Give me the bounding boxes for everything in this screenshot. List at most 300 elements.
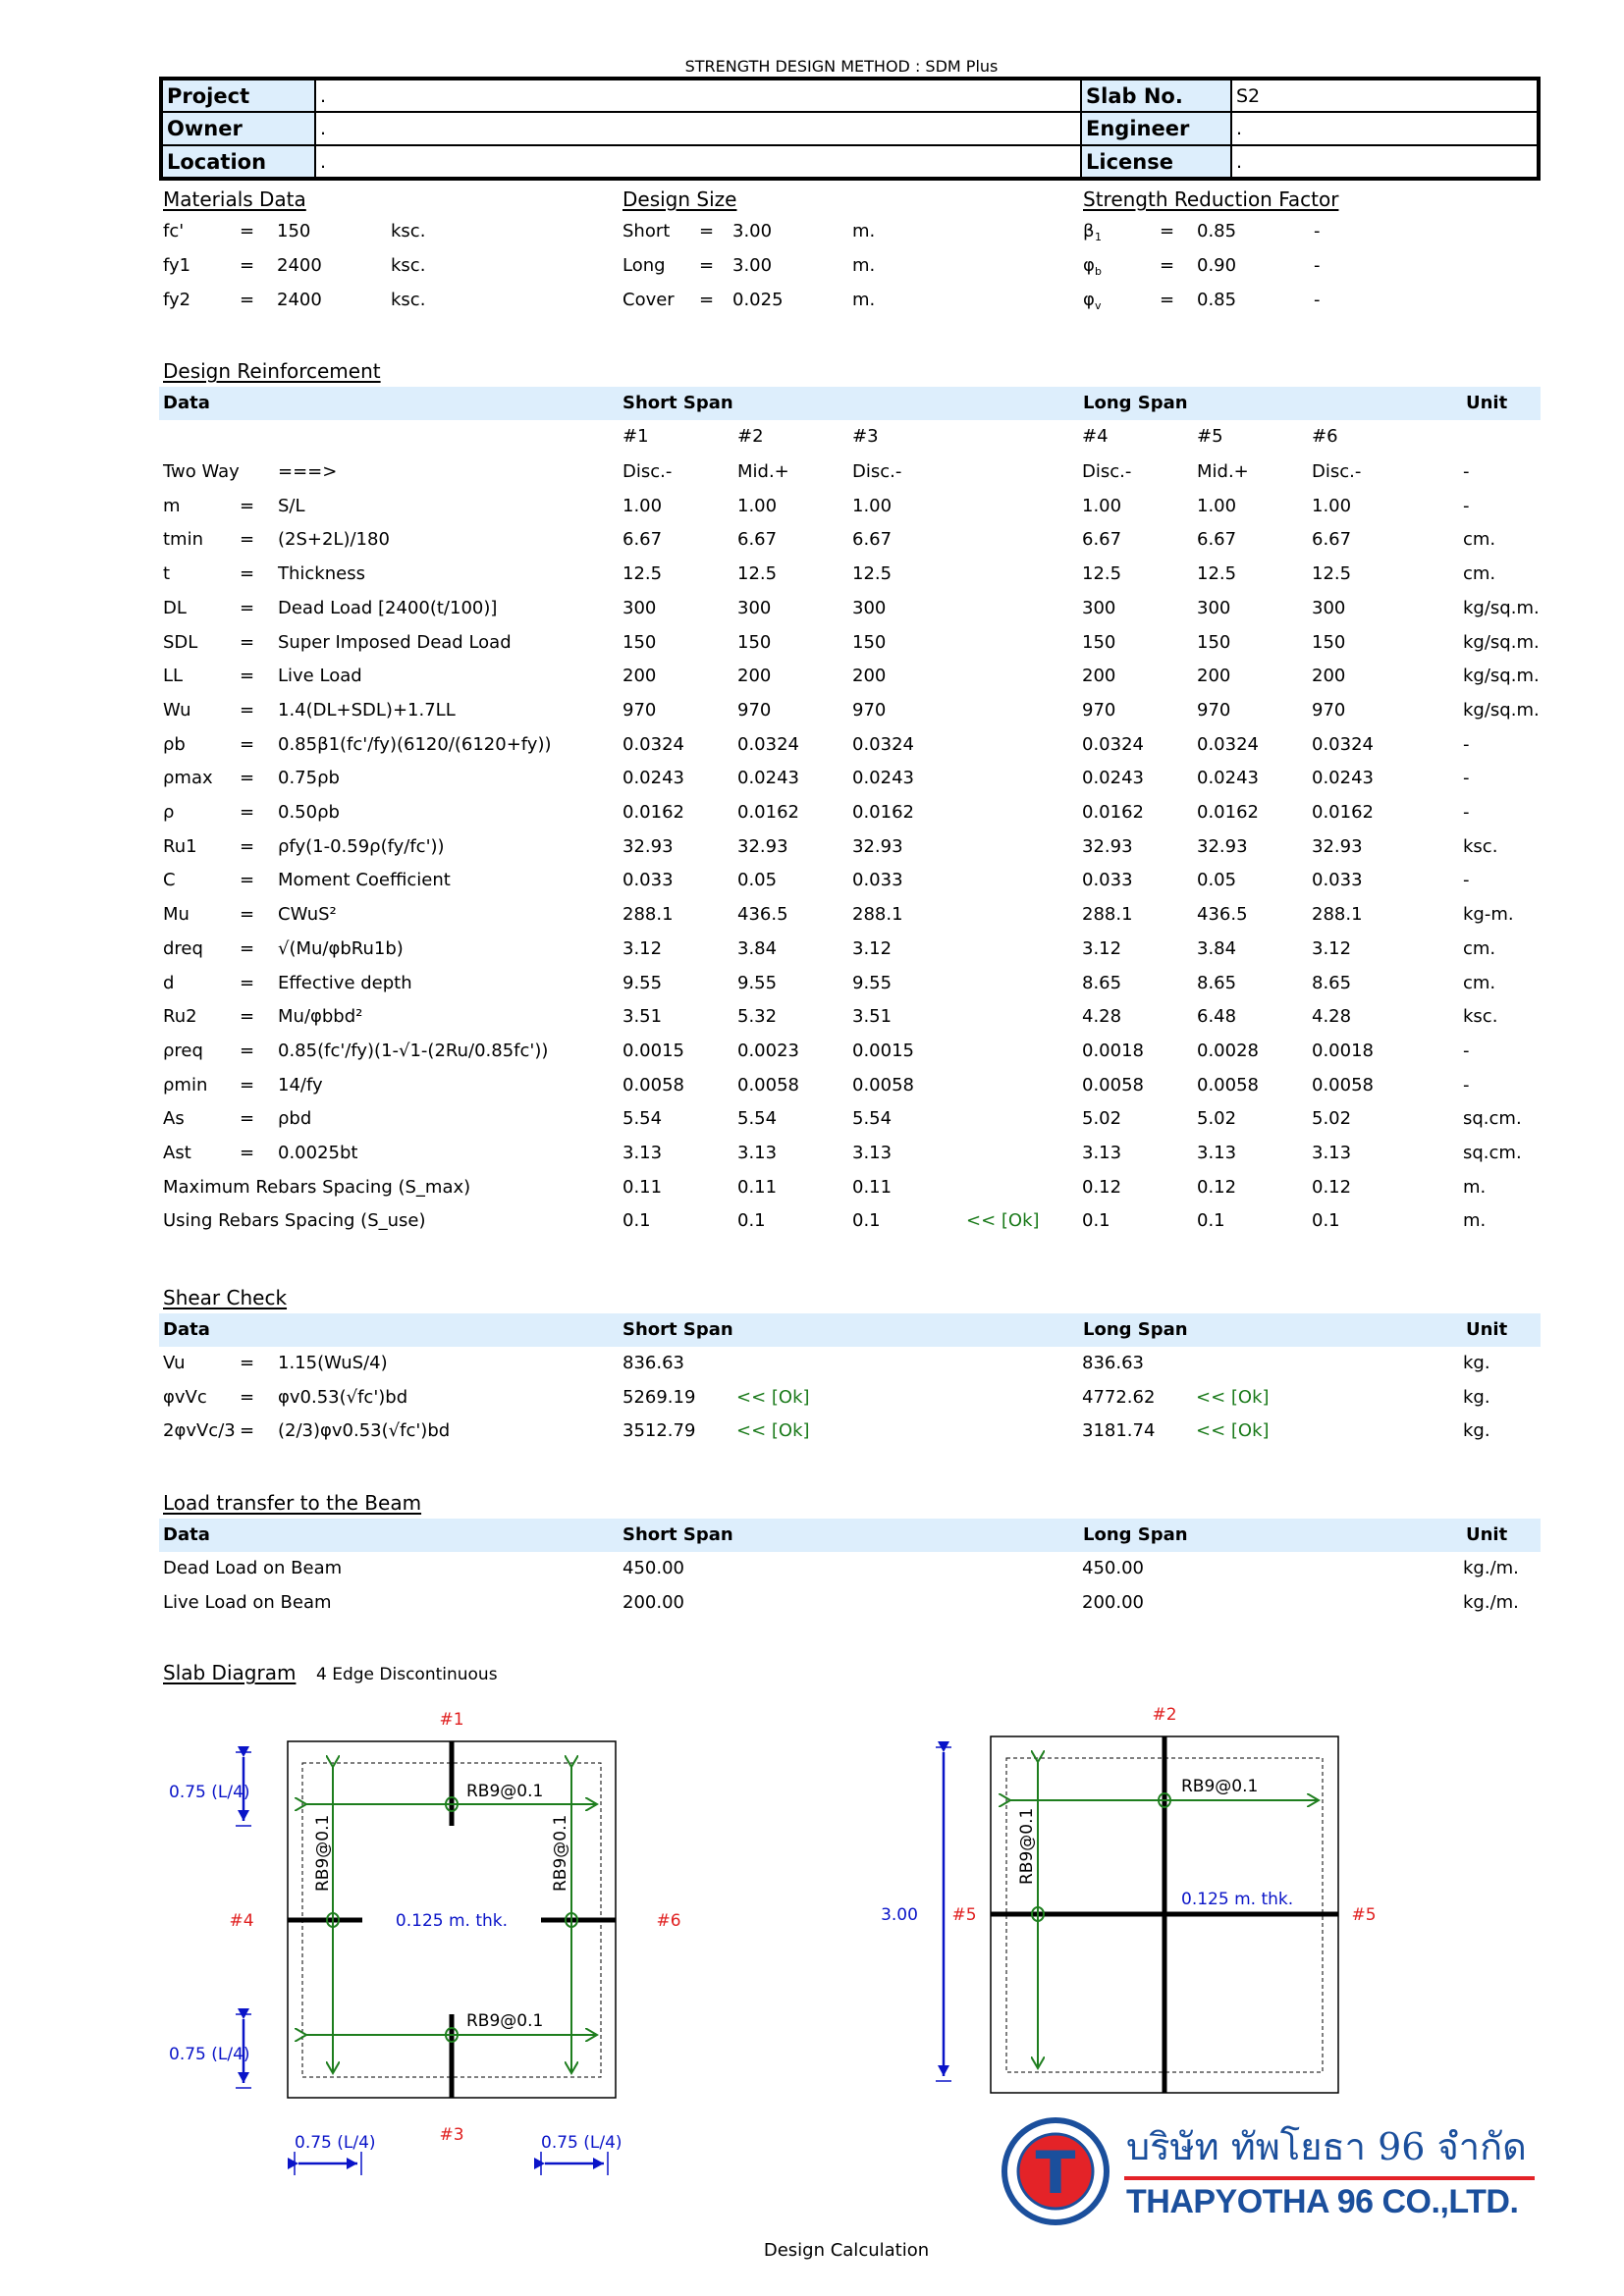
row-value: 0.1 — [1082, 1210, 1110, 1232]
row-equals: = — [240, 1040, 255, 1061]
row-value: 3.13 — [1312, 1143, 1352, 1163]
row-value: 32.93 — [852, 835, 903, 857]
row-value: 0.0162 — [623, 802, 684, 823]
document-title: STRENGTH DESIGN METHOD : SDM Plus — [684, 57, 999, 76]
row-equals: = — [240, 1420, 255, 1441]
param-equals: = — [699, 290, 715, 310]
row-symbol: Ast — [163, 1143, 191, 1163]
param-value[interactable]: 3.00 — [732, 255, 773, 276]
row-value: 150 — [1197, 631, 1231, 653]
dim-label-top: 0.75 (L/4) — [169, 1783, 250, 1802]
long-ok-status: << [Ok] — [1196, 1420, 1270, 1441]
right-slab-diagram — [881, 1705, 1376, 2093]
row-value: 0.1 — [1312, 1210, 1340, 1232]
param-value[interactable]: 0.85 — [1197, 290, 1237, 310]
row-description: Super Imposed Dead Load — [278, 631, 512, 653]
mark-2: #2 — [1152, 1705, 1177, 1725]
row-symbol: ρmax — [163, 768, 213, 789]
logo-letter: T — [1035, 2139, 1076, 2208]
param-value[interactable]: 2400 — [277, 290, 322, 310]
row-value: 4.28 — [1312, 1006, 1352, 1028]
row-unit: cm. — [1463, 937, 1496, 959]
row-description: Mu/φbbd² — [278, 1006, 363, 1028]
row-equals: = — [240, 597, 255, 618]
param-value[interactable]: 150 — [277, 221, 311, 241]
row-value: 6.67 — [1082, 529, 1122, 551]
row-value: 288.1 — [1082, 904, 1133, 926]
row-value: 0.0243 — [1082, 768, 1144, 789]
row-unit: cm. — [1463, 563, 1496, 585]
row-unit: kg./m. — [1463, 1558, 1519, 1578]
row-value: 970 — [1197, 699, 1231, 721]
row-value: 0.0162 — [1197, 802, 1259, 823]
header-short-span: Short Span — [623, 1524, 733, 1545]
row-value: 0.0324 — [1082, 733, 1144, 755]
diagram-subtitle: 4 Edge Discontinuous — [316, 1665, 498, 1684]
row-description: ρfy(1-0.59ρ(fy/fc')) — [278, 835, 445, 857]
row-value: 436.5 — [737, 904, 788, 926]
long-span-value: 836.63 — [1082, 1353, 1144, 1373]
header-unit: Unit — [1466, 1524, 1508, 1545]
materials-title: Materials Data — [163, 187, 306, 211]
row-value: 150 — [1312, 631, 1346, 653]
location-label: Location — [161, 145, 315, 179]
long-ok-status: << [Ok] — [1196, 1386, 1270, 1408]
row-symbol: Two Way — [163, 461, 240, 482]
row-value: 200 — [1312, 666, 1346, 687]
row-value: 5.54 — [623, 1108, 663, 1130]
row-description: Thickness — [278, 563, 365, 585]
param-unit: ksc. — [391, 221, 426, 241]
row-description: 1.15(WuS/4) — [278, 1353, 388, 1373]
param-symbol: Cover — [623, 290, 675, 310]
row-description: CWuS² — [278, 904, 337, 926]
row-value: 0.12 — [1312, 1176, 1352, 1198]
row-value: Mid.+ — [737, 461, 789, 482]
param-equals: = — [699, 255, 715, 276]
row-value: 0.05 — [1197, 870, 1237, 891]
engineer-label: Engineer — [1081, 112, 1231, 145]
dim-label-bottom: 0.75 (L/4) — [169, 2045, 250, 2064]
row-value: Mid.+ — [1197, 461, 1249, 482]
row-value: 0.11 — [623, 1176, 663, 1198]
row-symbol: LL — [163, 666, 184, 687]
row-value: 150 — [852, 631, 887, 653]
row-value: 8.65 — [1197, 972, 1237, 993]
row-value: 150 — [1082, 631, 1116, 653]
row-description: (2S+2L)/180 — [278, 529, 390, 551]
diagram-title: Slab Diagram — [163, 1661, 297, 1684]
row-unit: cm. — [1463, 972, 1496, 993]
row-value: 8.65 — [1312, 972, 1352, 993]
row-value: 4.28 — [1082, 1006, 1122, 1028]
row-symbol: ρmin — [163, 1074, 208, 1095]
row-value: 970 — [1312, 699, 1346, 721]
header-long-span: Long Span — [1083, 1319, 1188, 1340]
row-equals: = — [240, 1353, 255, 1373]
short-ok-status: << [Ok] — [736, 1386, 810, 1408]
row-equals: = — [240, 904, 255, 926]
footer-label: Design Calculation — [763, 2240, 930, 2261]
row-unit: - — [1463, 1040, 1470, 1061]
row-value: 8.65 — [1082, 972, 1122, 993]
row-value: 0.0243 — [852, 768, 914, 789]
short-span-value: 450.00 — [623, 1558, 684, 1578]
row-equals: = — [240, 802, 255, 823]
row-value: 0.0324 — [1197, 733, 1259, 755]
short-ok-status: << [Ok] — [736, 1420, 810, 1441]
row-value: 0.0162 — [852, 802, 914, 823]
thickness-label: 0.125 m. thk. — [395, 1911, 509, 1931]
param-subscript: b — [1095, 265, 1102, 278]
row-value: 970 — [1082, 699, 1116, 721]
param-unit: ksc. — [391, 290, 426, 310]
row-value: 0.0058 — [1082, 1074, 1144, 1095]
row-value: 0.0162 — [737, 802, 799, 823]
row-description: 0.85β1(fc'/fy)(6120/(6120+fy)) — [278, 733, 552, 755]
ok-status: << [Ok] — [966, 1210, 1040, 1232]
row-unit: sq.cm. — [1463, 1108, 1522, 1130]
column-number: #4 — [1082, 426, 1109, 447]
row-equals: = — [240, 768, 255, 789]
rebar-label-top: RB9@0.1 — [466, 1782, 544, 1801]
param-symbol: Short — [623, 221, 671, 241]
row-value: 1.00 — [623, 495, 663, 516]
row-symbol: Mu — [163, 904, 189, 926]
row-value: 1.00 — [1197, 495, 1237, 516]
logo-english-name: THAPYOTHA 96 CO.,LTD. — [1126, 2183, 1519, 2220]
row-symbol: Using Rebars Spacing (S_use) — [163, 1210, 426, 1232]
row-symbol: 2φvVc/3 — [163, 1420, 236, 1441]
param-equals: = — [1160, 290, 1175, 310]
param-symbol: fy2 — [163, 290, 191, 310]
param-unit: ksc. — [391, 255, 426, 276]
row-value: Disc.- — [623, 461, 673, 482]
row-value: Disc.- — [1082, 461, 1132, 482]
row-value: 0.033 — [1082, 870, 1133, 891]
row-value: 288.1 — [1312, 904, 1363, 926]
row-unit: - — [1463, 1074, 1470, 1095]
row-value: 0.0023 — [737, 1040, 799, 1061]
row-unit: kg/sq.m. — [1463, 631, 1540, 653]
row-equals: = — [240, 835, 255, 857]
row-unit: sq.cm. — [1463, 1143, 1522, 1163]
row-value: 0.033 — [852, 870, 903, 891]
row-value: 5.02 — [1197, 1108, 1237, 1130]
row-value: 0.0018 — [1312, 1040, 1374, 1061]
row-value: 6.67 — [1197, 529, 1237, 551]
row-value: 3.12 — [1082, 937, 1122, 959]
row-unit: - — [1463, 495, 1470, 516]
row-value: 3.13 — [1082, 1143, 1122, 1163]
row-equals: = — [240, 733, 255, 755]
dim-label-bottom-right: 0.75 (L/4) — [541, 2133, 623, 2153]
slab-no-value[interactable]: S2 — [1231, 79, 1539, 112]
row-value: 970 — [852, 699, 887, 721]
param-symbol: fc' — [163, 221, 185, 241]
row-value: 5.02 — [1312, 1108, 1352, 1130]
row-symbol: Ru2 — [163, 1006, 197, 1028]
row-label: Live Load on Beam — [163, 1592, 332, 1613]
row-description: Dead Load [2400(t/100)] — [278, 597, 498, 618]
row-equals: = — [240, 972, 255, 993]
row-value: 0.0058 — [1197, 1074, 1259, 1095]
row-equals: = — [240, 529, 255, 551]
short-span-value: 836.63 — [623, 1353, 684, 1373]
row-value: 300 — [852, 597, 887, 618]
row-description: ρbd — [278, 1108, 312, 1130]
license-value[interactable]: . — [1231, 145, 1539, 179]
row-value: 1.00 — [737, 495, 778, 516]
row-value: 6.67 — [737, 529, 778, 551]
row-value: 3.84 — [1197, 937, 1237, 959]
row-value: 0.0243 — [1197, 768, 1259, 789]
row-equals: = — [240, 1108, 255, 1130]
row-value: 6.67 — [623, 529, 663, 551]
row-label: Dead Load on Beam — [163, 1558, 343, 1578]
row-value: 3.12 — [852, 937, 893, 959]
rebar-label-vertical: RB9@0.1 — [1017, 1807, 1037, 1885]
row-value: 5.02 — [1082, 1108, 1122, 1130]
row-value: 0.033 — [623, 870, 674, 891]
param-symbol: fy1 — [163, 255, 191, 276]
row-value: 0.033 — [1312, 870, 1363, 891]
row-description: 1.4(DL+SDL)+1.7LL — [278, 699, 456, 721]
load-transfer-title: Load transfer to the Beam — [163, 1491, 422, 1515]
thickness-label: 0.125 m. thk. — [1181, 1890, 1294, 1909]
row-value: 300 — [1082, 597, 1116, 618]
rebar-label-left: RB9@0.1 — [313, 1814, 333, 1892]
row-value: 200 — [1197, 666, 1231, 687]
row-symbol: φvVc — [163, 1386, 207, 1408]
row-symbol: tmin — [163, 529, 204, 551]
param-unit: - — [1314, 221, 1321, 241]
row-equals: = — [240, 870, 255, 891]
param-value[interactable]: 0.90 — [1197, 255, 1237, 276]
owner-label: Owner — [161, 112, 315, 145]
row-value: 3.84 — [737, 937, 778, 959]
row-value: 5.32 — [737, 1006, 778, 1028]
row-value: 3.13 — [737, 1143, 778, 1163]
row-value: 0.0324 — [852, 733, 914, 755]
mark-1: #1 — [439, 1710, 464, 1730]
row-value: 288.1 — [852, 904, 903, 926]
column-number: #2 — [737, 426, 764, 447]
row-value: 32.93 — [623, 835, 674, 857]
row-value: 0.0028 — [1197, 1040, 1259, 1061]
row-description: 0.85(fc'/fy)(1-√1-(2Ru/0.85fc')) — [278, 1040, 549, 1061]
row-value: 0.12 — [1082, 1176, 1122, 1198]
row-equals: = — [240, 1386, 255, 1408]
row-unit: kg/sq.m. — [1463, 699, 1540, 721]
short-span-value: 5269.19 — [623, 1386, 696, 1408]
design-size-title: Design Size — [623, 187, 737, 211]
row-value: 970 — [623, 699, 657, 721]
short-span-value: 200.00 — [623, 1592, 684, 1613]
row-symbol: SDL — [163, 631, 198, 653]
row-value: 0.1 — [852, 1210, 881, 1232]
param-value[interactable]: 0.85 — [1197, 221, 1237, 241]
row-value: 200 — [1082, 666, 1116, 687]
header-unit: Unit — [1466, 393, 1508, 413]
row-symbol: t — [163, 563, 171, 585]
row-value: 0.0324 — [623, 733, 684, 755]
row-equals: = — [240, 937, 255, 959]
row-description: √(Mu/φbRu1b) — [278, 937, 404, 959]
row-equals: = — [240, 495, 255, 516]
row-value: 12.5 — [1082, 563, 1122, 585]
param-value[interactable]: 2400 — [277, 255, 322, 276]
row-unit: ksc. — [1463, 835, 1498, 857]
header-data: Data — [163, 1319, 210, 1340]
row-symbol: As — [163, 1108, 185, 1130]
row-value: 5.54 — [852, 1108, 893, 1130]
row-unit: kg-m. — [1463, 904, 1514, 926]
row-equals: = — [240, 1143, 255, 1163]
param-symbol: φ — [1083, 255, 1095, 276]
row-value: 6.67 — [852, 529, 893, 551]
row-description: φv0.53(√fc')bd — [278, 1386, 408, 1408]
row-symbol: dreq — [163, 937, 203, 959]
param-symbol: φ — [1083, 290, 1095, 310]
row-description: 0.0025bt — [278, 1143, 358, 1163]
row-value: 0.0243 — [1312, 768, 1374, 789]
row-value: 0.1 — [1197, 1210, 1225, 1232]
row-equals: = — [240, 1074, 255, 1095]
row-value: 0.0243 — [623, 768, 684, 789]
row-value: 0.0324 — [1312, 733, 1374, 755]
param-equals: = — [1160, 221, 1175, 241]
column-number: #6 — [1312, 426, 1338, 447]
row-equals: = — [240, 1006, 255, 1028]
row-equals: = — [240, 631, 255, 653]
rebar-label-right: RB9@0.1 — [551, 1814, 570, 1892]
row-equals: = — [240, 563, 255, 585]
row-unit: kg/sq.m. — [1463, 666, 1540, 687]
row-symbol: ρreq — [163, 1040, 203, 1061]
row-unit: - — [1463, 802, 1470, 823]
project-value[interactable]: . — [315, 79, 1081, 112]
row-value: 9.55 — [623, 972, 663, 993]
param-value[interactable]: 0.025 — [732, 290, 784, 310]
column-number: #1 — [623, 426, 649, 447]
row-value: Disc.- — [1312, 461, 1362, 482]
header-data: Data — [163, 393, 210, 413]
header-short-span: Short Span — [623, 393, 733, 413]
row-value: 5.54 — [737, 1108, 778, 1130]
row-value: 0.0058 — [852, 1074, 914, 1095]
row-unit: m. — [1463, 1176, 1487, 1198]
row-symbol: Vu — [163, 1353, 186, 1373]
row-value: 150 — [737, 631, 772, 653]
mark-4: #4 — [229, 1911, 254, 1931]
row-value: 436.5 — [1197, 904, 1248, 926]
engineer-value[interactable]: . — [1231, 112, 1539, 145]
row-description: 14/fy — [278, 1074, 323, 1095]
reinforcement-title: Design Reinforcement — [163, 359, 381, 383]
param-equals: = — [1160, 255, 1175, 276]
row-value: 0.0058 — [1312, 1074, 1374, 1095]
row-value: 970 — [737, 699, 772, 721]
row-value: 0.0162 — [1082, 802, 1144, 823]
row-value: 32.93 — [1312, 835, 1363, 857]
header-unit: Unit — [1466, 1319, 1508, 1340]
row-value: 3.13 — [1197, 1143, 1237, 1163]
shear-title: Shear Check — [163, 1286, 288, 1309]
short-span-value: 3512.79 — [623, 1420, 696, 1441]
location-value[interactable]: . — [315, 145, 1081, 179]
row-description: Live Load — [278, 666, 362, 687]
param-equals: = — [240, 255, 255, 276]
row-value: 0.0324 — [737, 733, 799, 755]
row-unit: - — [1463, 870, 1470, 891]
row-value: 12.5 — [737, 563, 778, 585]
long-span-value: 200.00 — [1082, 1592, 1144, 1613]
param-subscript: 1 — [1095, 231, 1102, 243]
row-value: 3.13 — [852, 1143, 893, 1163]
row-value: 0.0162 — [1312, 802, 1374, 823]
row-value: 200 — [852, 666, 887, 687]
header-long-span: Long Span — [1083, 393, 1188, 413]
mark-5-left: #5 — [951, 1905, 977, 1925]
param-symbol: Long — [623, 255, 666, 276]
row-value: 6.48 — [1197, 1006, 1237, 1028]
row-description: Moment Coefficient — [278, 870, 451, 891]
row-value: 0.05 — [737, 870, 778, 891]
left-slab-diagram — [169, 1710, 681, 2175]
row-unit: kg. — [1463, 1386, 1490, 1408]
row-value: 3.51 — [623, 1006, 663, 1028]
slab-no-label: Slab No. — [1081, 79, 1231, 112]
owner-value[interactable]: . — [315, 112, 1081, 145]
row-value: 12.5 — [852, 563, 893, 585]
param-subscript: v — [1095, 299, 1102, 312]
long-span-value: 3181.74 — [1082, 1420, 1156, 1441]
row-description: S/L — [278, 495, 305, 516]
column-number: #3 — [852, 426, 879, 447]
row-value: 1.00 — [852, 495, 893, 516]
param-unit: m. — [852, 290, 876, 310]
param-unit: - — [1314, 290, 1321, 310]
rebar-label-bottom: RB9@0.1 — [466, 2011, 544, 2031]
long-span-value: 4772.62 — [1082, 1386, 1156, 1408]
param-value[interactable]: 3.00 — [732, 221, 773, 241]
row-value: 0.0018 — [1082, 1040, 1144, 1061]
row-description: 0.75ρb — [278, 768, 340, 789]
row-symbol: Wu — [163, 699, 191, 721]
header-short-span: Short Span — [623, 1319, 733, 1340]
mark-6: #6 — [656, 1911, 681, 1931]
param-equals: = — [699, 221, 715, 241]
param-equals: = — [240, 290, 255, 310]
row-description: ===> — [278, 461, 338, 482]
row-description: 0.50ρb — [278, 802, 340, 823]
param-unit: m. — [852, 221, 876, 241]
row-value: 300 — [1312, 597, 1346, 618]
row-unit: m. — [1463, 1210, 1487, 1232]
row-unit: - — [1463, 733, 1470, 755]
row-equals: = — [240, 666, 255, 687]
row-value: 0.0058 — [737, 1074, 799, 1095]
dim-label-span: 3.00 — [881, 1905, 918, 1925]
company-logo — [997, 2112, 1546, 2230]
row-unit: - — [1463, 768, 1470, 789]
row-value: 9.55 — [737, 972, 778, 993]
row-unit: kg. — [1463, 1420, 1490, 1441]
row-value: 288.1 — [623, 904, 674, 926]
row-symbol: m — [163, 495, 181, 516]
row-value: 200 — [623, 666, 657, 687]
